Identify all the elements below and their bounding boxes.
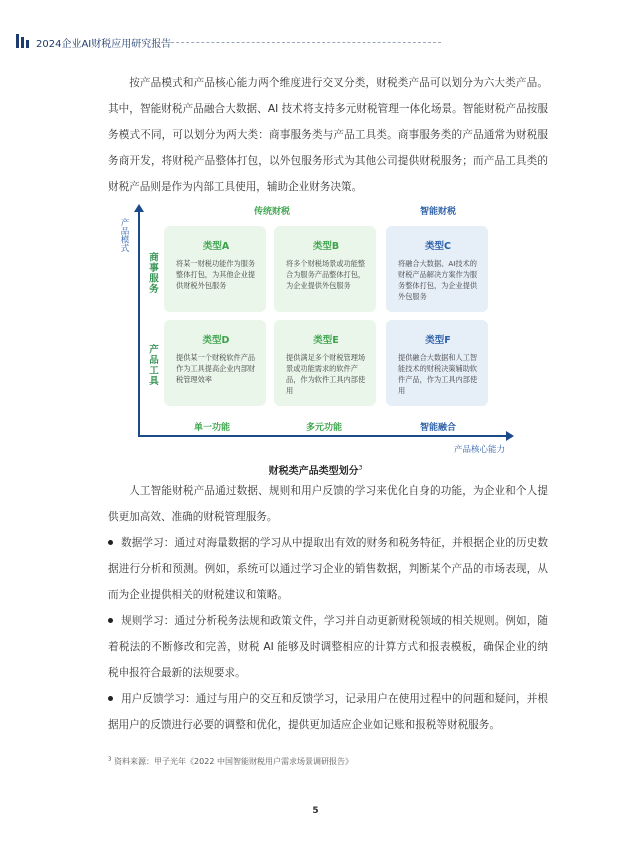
y-axis bbox=[138, 210, 140, 436]
y-axis-label: 产品模式 bbox=[119, 218, 129, 252]
bottom-label-single: 单一功能 bbox=[194, 423, 231, 433]
type-card-f bbox=[386, 320, 488, 406]
caption-footnote-ref: 3 bbox=[358, 464, 363, 472]
x-axis bbox=[138, 435, 508, 437]
bullet-text: 数据学习：通过对海量数据的学习从中提取出有效的财务和税务特征，并根据企业的历史数据进行分析和预测。例如，系统可以通过学习企业的销售数据，判断某个产品的市场表现，从而为企业提供相关的财税建议和策略。 bbox=[108, 537, 548, 601]
type-card-description: 将多个财税场景或功能整合为服务产品整体打包，为企业提供外包服务 bbox=[286, 259, 366, 290]
type-card-title: 类型F bbox=[425, 335, 451, 346]
type-card-c bbox=[386, 226, 488, 312]
type-card-description: 提供满足多个财税管理场景或功能需求的软件产品，作为软件工具内部使用 bbox=[286, 353, 366, 395]
bullet-dot-icon bbox=[108, 696, 113, 701]
report-logo-icon bbox=[16, 34, 32, 48]
product-type-diagram bbox=[108, 200, 528, 458]
type-card-title: 类型D bbox=[202, 335, 230, 346]
footnote-text: 资料来源：甲子光年《2022 中国智能财税用户需求场景调研报告》 bbox=[114, 757, 353, 766]
bullet-text: 用户反馈学习：通过与用户的交互和反馈学习，记录用户在使用过程中的问题和疑问，并根据用户的反馈进行必要的调整和优化，提供更加适应企业如记账和报税等财税服务。 bbox=[108, 693, 548, 731]
learning-paragraph: 人工智能财税产品通过数据、规则和用户反馈的学习来优化自身的功能，为企业和个人提供更加高效、准确的财税管理服务。 bbox=[108, 485, 548, 523]
caption-text: 财税类产品类型划分 bbox=[268, 466, 359, 477]
report-header bbox=[16, 34, 436, 50]
bullet-dot-icon bbox=[108, 540, 113, 545]
bullet-text: 规则学习：通过分析税务法规和政策文件，学习并自动更新财税领域的相关规则。例如，随着税法的不断修改和完善，财税 AI 能够及时调整相应的计算方式和报表模板，确保企业的纳税申报符合最新的法规要求。 bbox=[108, 615, 548, 679]
column-group-traditional: 传统财税 bbox=[254, 207, 291, 217]
type-card-title: 类型A bbox=[202, 241, 230, 252]
type-card-description: 提供某一个财税软件产品作为工具提高企业内部财税管理效率 bbox=[176, 353, 256, 384]
type-card-a bbox=[164, 226, 266, 312]
bottom-label-multi: 多元功能 bbox=[306, 423, 343, 433]
type-card-d bbox=[164, 320, 266, 406]
row-label-product-tool: 产品工具 bbox=[147, 344, 158, 386]
footnote bbox=[108, 756, 353, 767]
row-label-business-service: 商事服务 bbox=[147, 252, 158, 294]
intro-paragraph: 按产品模式和产品核心能力两个维度进行交叉分类，财税类产品可以划分为六大类产品。其中，智能财税产品融合大数据、AI 技术将支持多元财税管理一体化场景。智能财税产品按服务模式不同，可以划分为两大类：商事服务类与产品工具类。商事服务类的产品通常为财税服务商开发，将财税产品整体打包，以外包服务形式为其他公司提供财税服务；而产品工具类的财税产品则是作为内部工具使用，辅助企业财务决策。 bbox=[108, 77, 548, 193]
x-axis-label: 产品核心能力 bbox=[454, 445, 506, 455]
bullet-feedback-learning bbox=[108, 686, 548, 738]
footnote-marker: 3 bbox=[108, 756, 112, 763]
type-card-description: 将某一财税功能作为服务整体打包，为其他企业提供财税外包服务 bbox=[176, 259, 256, 290]
type-card-title: 类型B bbox=[312, 241, 340, 252]
bullet-rule-learning bbox=[108, 608, 548, 686]
figure-caption bbox=[0, 462, 631, 477]
bottom-label-fusion: 智能融合 bbox=[420, 423, 457, 433]
bullet-dot-icon bbox=[108, 618, 113, 623]
header-divider bbox=[156, 42, 441, 43]
column-group-intelligent: 智能财税 bbox=[420, 207, 457, 217]
bullet-data-learning bbox=[108, 530, 548, 608]
x-axis-arrow-icon bbox=[506, 431, 514, 441]
type-card-title: 类型E bbox=[313, 335, 339, 346]
y-axis-arrow-icon bbox=[134, 204, 144, 212]
type-card-description: 将融合大数据、AI技术的财税产品解决方案作为服务整体打包，为企业提供外包服务 bbox=[398, 259, 478, 301]
type-card-title: 类型C bbox=[425, 241, 451, 252]
report-title: 2024企业AI财税应用研究报告 bbox=[36, 39, 172, 50]
type-card-e bbox=[274, 320, 376, 406]
page-number: 5 bbox=[312, 806, 319, 816]
type-card-b bbox=[274, 226, 376, 312]
type-card-description: 提供融合大数据和人工智能技术的财税决策辅助软件产品，作为工具内部使用 bbox=[398, 353, 478, 395]
